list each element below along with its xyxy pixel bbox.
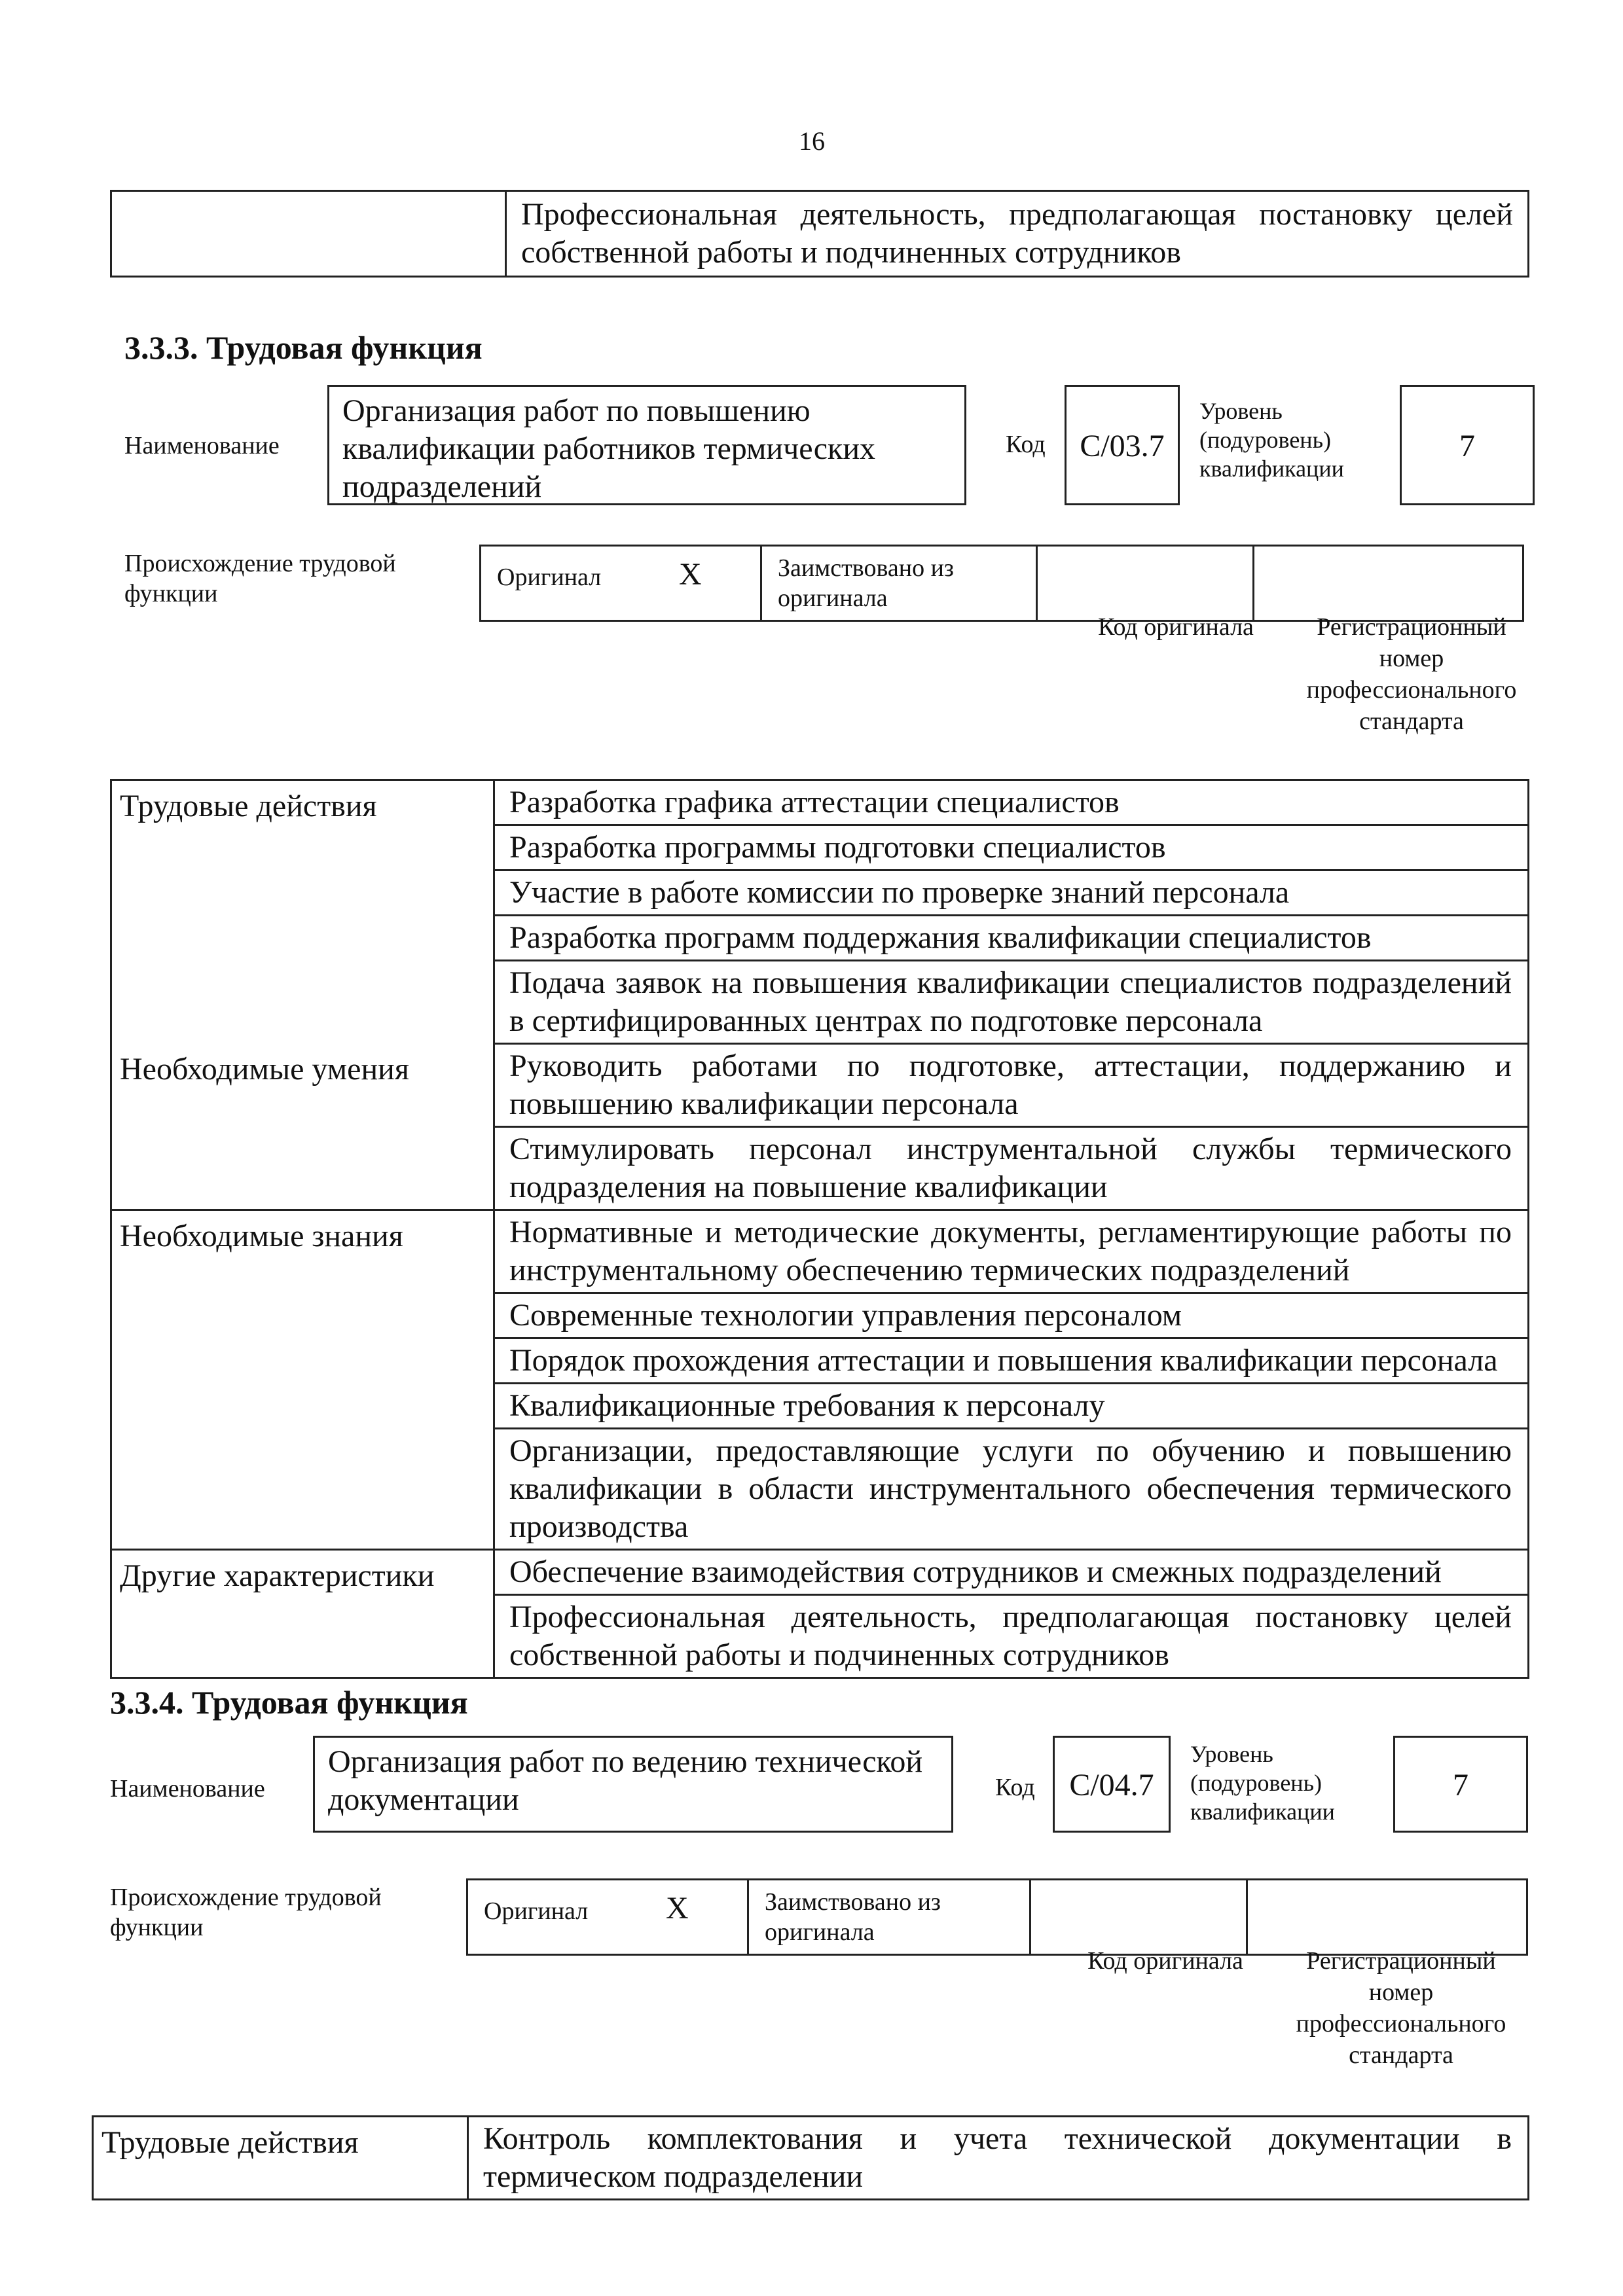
origin-table-334 <box>466 1878 1528 1956</box>
level-box-333 <box>1400 385 1535 505</box>
origin-label-333: Происхождение трудовой функции <box>124 550 396 607</box>
code-box-333 <box>1065 385 1180 505</box>
continuation-table <box>110 190 1529 278</box>
list-item: Участие в работе комиссии по проверке знаний персонала <box>494 870 1529 916</box>
original-mark-334: X <box>650 1880 748 1955</box>
list-item: Порядок прохождения аттестации и повышения квалификации персонала <box>494 1338 1529 1384</box>
name-label-334: Наименование <box>110 1775 265 1803</box>
function-name-334: Организация работ по ведению технической документации <box>328 1744 923 1817</box>
function-table-333 <box>110 779 1529 1679</box>
list-item: Разработка программ поддержания квалификации специалистов <box>494 916 1529 961</box>
list-item: Контроль комплектования и учета технической документации в термическом подразделении <box>468 2117 1529 2200</box>
borrowed-label-334: Заимствовано из оригинала <box>748 1880 1030 1955</box>
table-row <box>111 780 1529 825</box>
list-item: Нормативные и методические документы, регламентирующие работы по инструментальному обеспечению термических подразделений <box>494 1210 1529 1293</box>
code-original-cell-333 <box>1037 546 1254 621</box>
table-row <box>111 1044 1529 1127</box>
list-item: Организации, предоставляющие услуги по обучению и повышению квалификации в области инструментального обеспечения термического производства <box>494 1429 1529 1550</box>
page-number: 16 <box>799 126 825 156</box>
category-required-skills: Необходимые умения <box>111 1044 494 1210</box>
list-item: Разработка графика аттестации специалистов <box>494 780 1529 825</box>
reg-number-cell-334 <box>1247 1880 1527 1955</box>
continuation-text: Профессиональная деятельность, предполагающая постановку целей собственной работы и подчиненных сотрудников <box>506 191 1529 277</box>
category-required-knowledge: Необходимые знания <box>111 1210 494 1550</box>
level-box-334 <box>1393 1736 1528 1833</box>
code-label-333: Код <box>1006 431 1046 458</box>
borrowed-label-333: Заимствовано из оригинала <box>761 546 1037 621</box>
continuation-empty-cell <box>111 191 506 277</box>
origin-table-333 <box>479 545 1524 622</box>
code-original-cell-334 <box>1030 1880 1247 1955</box>
reg-number-cell-333 <box>1254 546 1523 621</box>
list-item: Квалификационные требования к персоналу <box>494 1384 1529 1429</box>
level-value-333: 7 <box>1459 429 1475 463</box>
name-label-333: Наименование <box>124 432 280 459</box>
list-item: Подача заявок на повышения квалификации специалистов подразделений в сертифицированных центрах по подготовке персонала <box>494 961 1529 1044</box>
list-item: Руководить работами по подготовке, аттестации, поддержанию и повышению квалификации персонала <box>494 1044 1529 1127</box>
category-labor-actions: Трудовые действия <box>93 2117 468 2200</box>
origin-label-334: Происхождение трудовой функции <box>110 1884 382 1941</box>
code-label-334: Код <box>995 1774 1035 1801</box>
table-row <box>111 1550 1529 1595</box>
code-value-334: C/04.7 <box>1069 1768 1154 1803</box>
list-item: Профессиональная деятельность, предполагающая постановку целей собственной работы и подчиненных сотрудников <box>494 1595 1529 1678</box>
level-value-334: 7 <box>1453 1768 1468 1803</box>
function-table-334 <box>92 2115 1529 2200</box>
code-box-334 <box>1053 1736 1171 1833</box>
category-labor-actions: Трудовые действия <box>111 780 494 1044</box>
list-item: Стимулировать персонал инструментальной службы термического подразделения на повышение квалификации <box>494 1127 1529 1210</box>
code-original-label-333: Код оригинала <box>1098 613 1254 641</box>
function-name-333: Организация работ по повышению квалификации работников термических подразделений <box>342 393 876 504</box>
function-name-box-333 <box>327 385 966 505</box>
section-title-333: 3.3.3. Трудовая функция <box>124 329 483 366</box>
level-label-333: Уровень (подуровень) квалификации <box>1199 398 1344 482</box>
code-original-label-334: Код оригинала <box>1087 1947 1243 1975</box>
original-label-333: Оригинал <box>481 546 664 621</box>
section-title-334: 3.3.4. Трудовая функция <box>110 1684 468 1721</box>
level-label-334: Уровень (подуровень) квалификации <box>1190 1741 1335 1825</box>
list-item: Обеспечение взаимодействия сотрудников и смежных подразделений <box>494 1550 1529 1595</box>
original-mark-333: X <box>663 546 761 621</box>
code-value-333: C/03.7 <box>1080 429 1165 463</box>
reg-number-label-334: Регистрационный номер профессионального стандарта <box>1296 1947 1506 2069</box>
category-other-characteristics: Другие характеристики <box>111 1550 494 1678</box>
list-item: Разработка программы подготовки специалистов <box>494 825 1529 870</box>
original-label-334: Оригинал <box>467 1880 651 1955</box>
list-item: Современные технологии управления персоналом <box>494 1293 1529 1338</box>
table-row <box>93 2117 1529 2200</box>
function-name-box-334 <box>313 1736 953 1833</box>
table-row <box>111 1210 1529 1293</box>
reg-number-label-333: Регистрационный номер профессионального стандарта <box>1306 613 1517 735</box>
